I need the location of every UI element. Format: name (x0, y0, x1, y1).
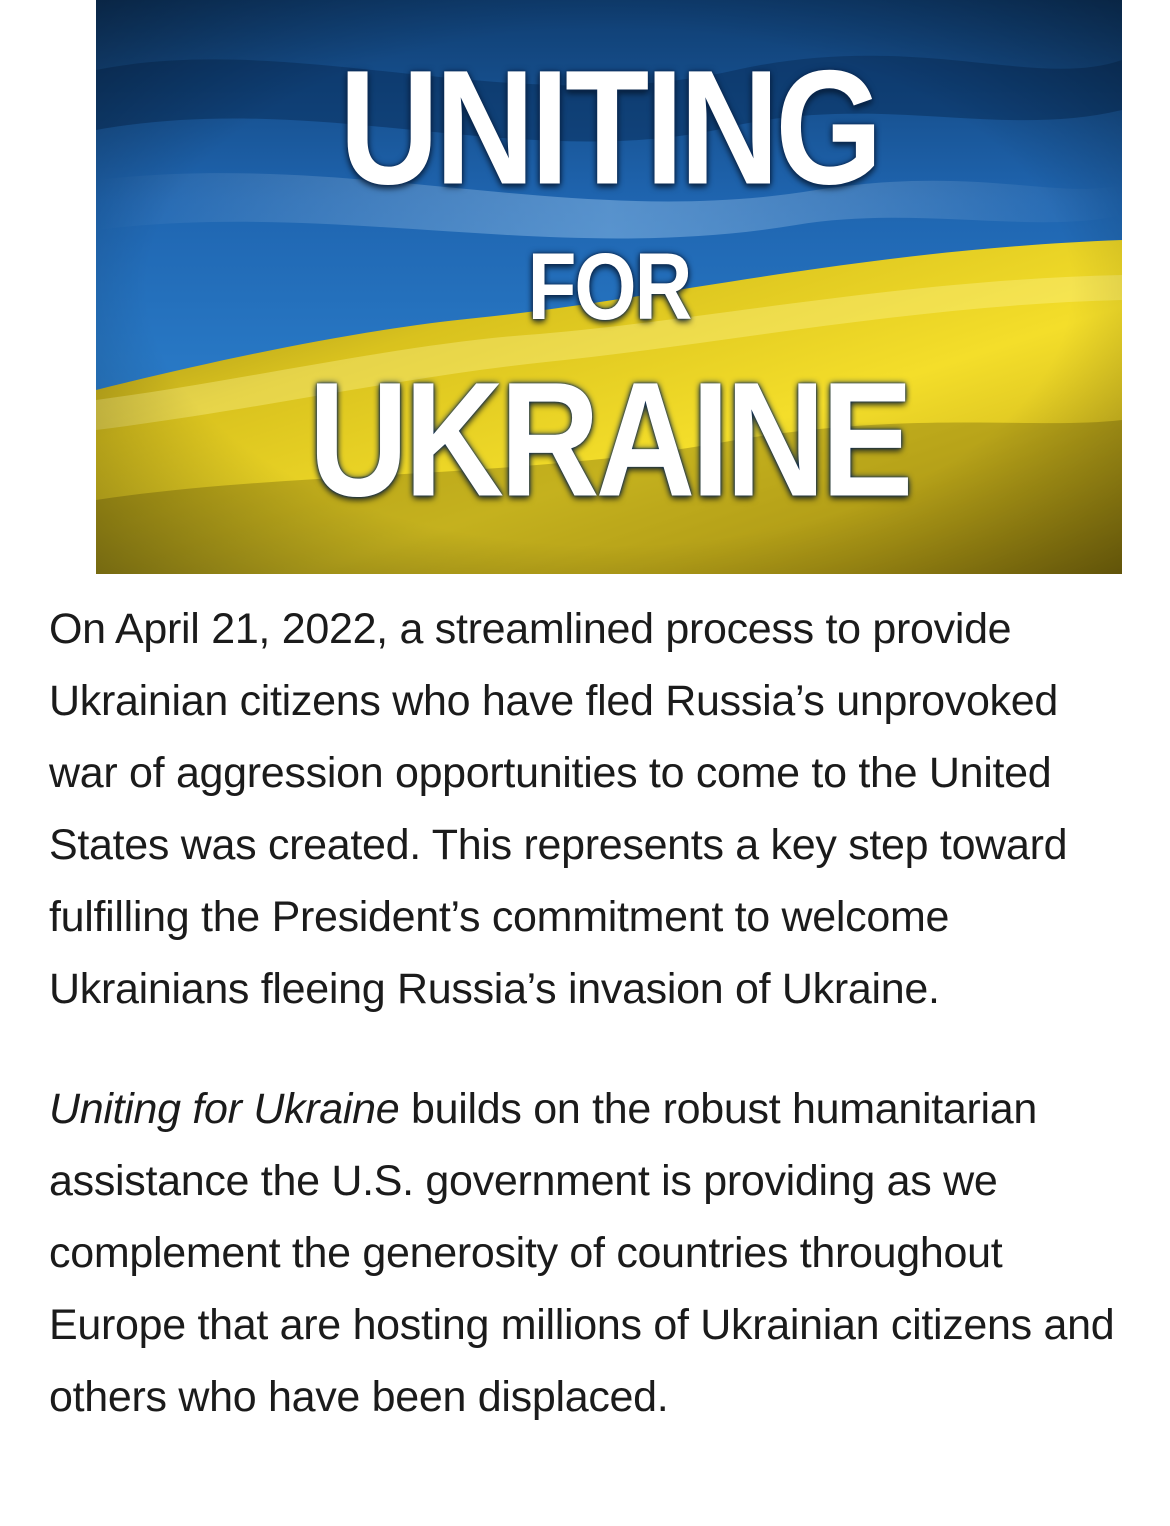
hero-image (96, 0, 1122, 574)
article-paragraph-2-text: builds on the robust humanitarian assistance the U.S. government is providing as we complement the generosity of countries throughout Europe that are hosting millions of Ukrainian citizens and others who have been displaced. (49, 1085, 1115, 1421)
hero-title-line-ukraine: UKRAINE (308, 349, 910, 531)
article-paragraph-2 (49, 1073, 1129, 1433)
hero-title-line-for: FOR (527, 233, 691, 339)
hero-title-line-uniting: UNITING (339, 37, 879, 219)
article-body (49, 593, 1129, 1433)
program-name-emphasis: Uniting for Ukraine (49, 1085, 400, 1133)
article-paragraph-1: On April 21, 2022, a streamlined process to provide Ukrainian citizens who have fled Russia’s unprovoked war of aggression opportunities to come to the United States was created. This represents a key step toward fulfilling the President’s commitment to welcome Ukrainians fleeing Russia’s invasion of Ukraine. (49, 605, 1068, 1013)
hero-title (96, 0, 1122, 574)
